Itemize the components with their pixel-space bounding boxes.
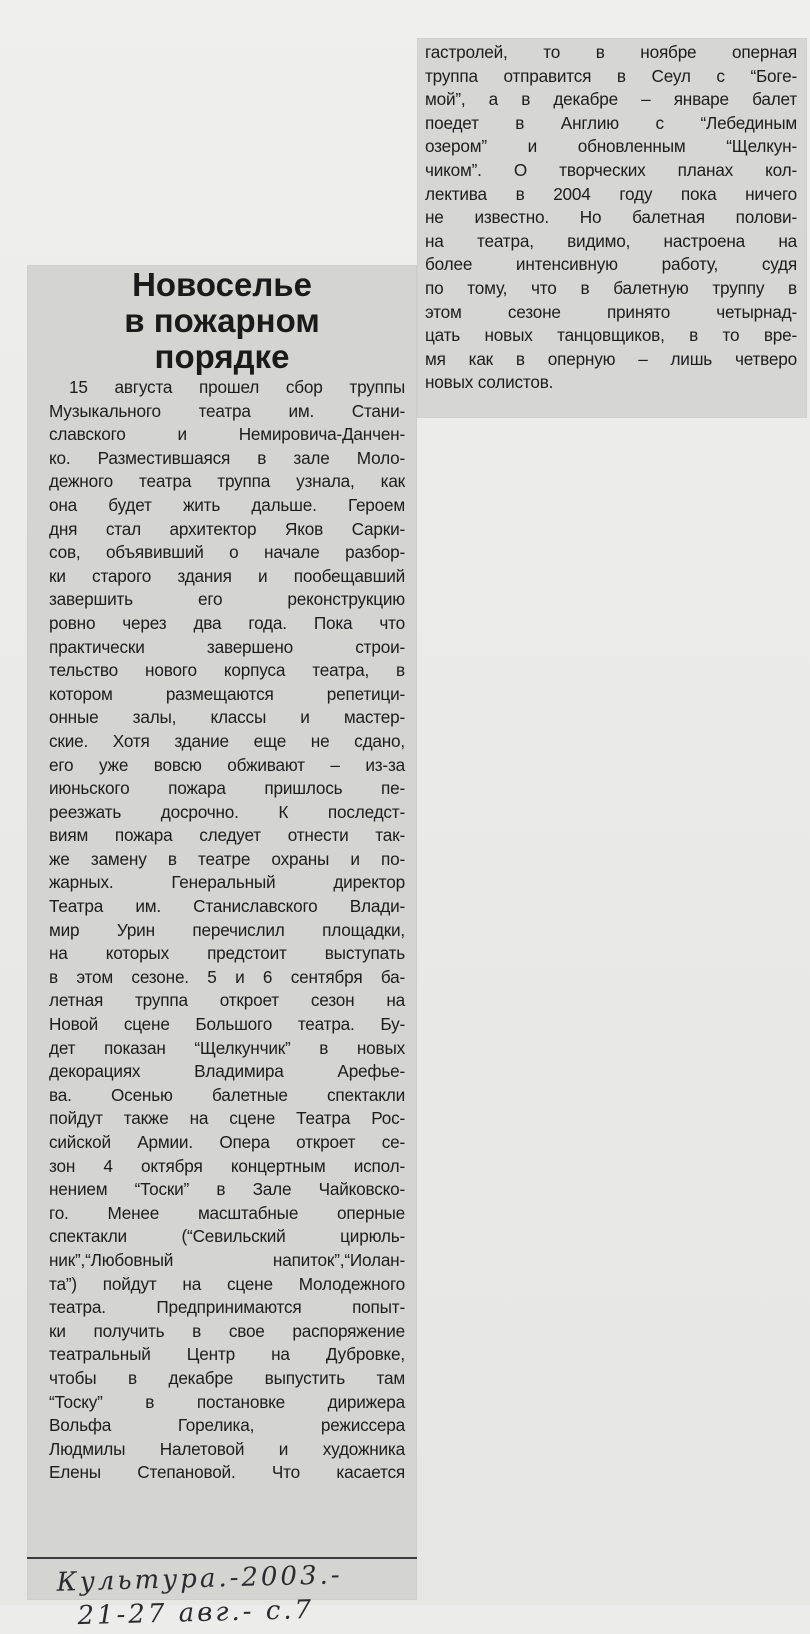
text-line: ко. Разместившаяся в зале Моло- [49, 447, 405, 468]
text-line: Вольфа Горелика, режиссера [49, 1415, 405, 1436]
text-line: на театра, видимо, настроена на [425, 230, 797, 251]
text-line: сов, объявивший о начале разбор- [49, 542, 405, 563]
right-column-text [425, 41, 797, 395]
text-line: не известно. Но балетная полови- [425, 207, 797, 228]
text-line: мир Урин перечислил площадки, [49, 919, 405, 940]
text-line: мой”, а в декабре – январе балет [425, 89, 797, 110]
text-line: жарных. Генеральный директор [49, 872, 405, 893]
text-line: декорациях Владимира Арефье- [49, 1061, 405, 1082]
text-line: дет показан “Щелкунчик” в новых [49, 1037, 405, 1058]
handwritten-line: Культура.-2003.- [56, 1560, 343, 1598]
text-line: спектакли (“Севильский цирюль- [49, 1226, 405, 1247]
text-line: онные залы, классы и мастер- [49, 707, 405, 728]
clipping-right-column [417, 38, 807, 418]
text-line: го. Менее масштабные оперные [49, 1202, 405, 1223]
text-line: нением “Тоски” в Зале Чайковско- [49, 1179, 405, 1200]
text-line: пойдут также на сцене Театра Рос- [49, 1108, 405, 1129]
text-line: ские. Хотя здание еще не сдано, [49, 730, 405, 751]
article-headline [33, 267, 411, 375]
text-line: июньского пожара пришлось пе- [49, 778, 405, 799]
text-line: театральный Центр на Дубровке, [49, 1344, 405, 1365]
text-line: же замену в театре охраны и по- [49, 848, 405, 869]
handwritten-citation [56, 1556, 418, 1633]
text-line: озером” и обновленным “Щелкун- [425, 136, 797, 157]
text-line: виям пожара следует отнести так- [49, 825, 405, 846]
text-line: Новой сцене Большого театра. Бу- [49, 1014, 405, 1035]
handwritten-line: 21-27 авг.- с.7 [77, 1594, 315, 1632]
text-line: по тому, что в балетную труппу в [425, 277, 797, 298]
text-line: его уже вовсю обживают – из-за [49, 754, 405, 775]
text-line: ки получить в свое распоряжение [49, 1320, 405, 1341]
text-line: этом сезоне принято четырнад- [425, 301, 797, 322]
text-line: на которых предстоит выступать [49, 943, 405, 964]
text-line: более интенсивную работу, судя [425, 254, 797, 275]
text-line: дежного театра труппа узнала, как [49, 471, 405, 492]
text-line: дня стал архитектор Яков Сарки- [49, 518, 405, 539]
left-column-text [49, 376, 405, 1485]
text-line: поедет в Англию с “Лебединым [425, 112, 797, 133]
text-line: котором размещаются репетици- [49, 683, 405, 704]
text-line: завершить его реконструкцию [49, 589, 405, 610]
text-line: Людмилы Налетовой и художника [49, 1438, 405, 1459]
text-line: Театра им. Станиславского Влади- [49, 896, 405, 917]
text-line: тельство нового корпуса театра, в [49, 660, 405, 681]
text-line: в этом сезоне. 5 и 6 сентября ба- [49, 966, 405, 987]
text-line: гастролей, то в ноябре оперная [425, 42, 797, 62]
text-line: летная труппа откроет сезон на [49, 990, 405, 1011]
text-line: та”) пойдут на сцене Молодежного [49, 1273, 405, 1294]
headline-line: порядке [154, 338, 290, 375]
text-line: Музыкального театра им. Стани- [49, 400, 405, 421]
text-line: ник”,“Любовный напиток”,“Иолан- [49, 1249, 405, 1270]
text-line: чтобы в декабре выпустить там [49, 1367, 405, 1388]
text-line: 15 августа прошел сбор труппы [69, 377, 405, 397]
text-line: ки старого здания и пообещавший [49, 565, 405, 586]
text-line: мя как в оперную – лишь четверо [425, 348, 797, 369]
text-line: труппа отправится в Сеул с “Боге- [425, 65, 797, 86]
text-line: зон 4 октября концертным испол- [49, 1155, 405, 1176]
text-line: чиком”. О творческих планах кол- [425, 159, 797, 180]
text-line: театра. Предпринимаются попыт- [49, 1297, 405, 1318]
text-line: цать новых танцовщиков, в то вре- [425, 325, 797, 346]
text-line: реезжать досрочно. К последст- [49, 801, 405, 822]
text-line: сийской Армии. Опера откроет се- [49, 1132, 405, 1152]
text-line: лектива в 2004 году пока ничего [425, 183, 797, 204]
text-line: Елены Степановой. Что касается [49, 1462, 405, 1483]
text-line: славского и Немировича-Данчен- [49, 424, 405, 445]
text-line: новых солистов. [425, 372, 554, 393]
headline-line: Новоселье [132, 266, 312, 303]
text-line: ровно через два года. Пока что [49, 612, 405, 633]
text-line: она будет жить дальше. Героем [49, 494, 405, 515]
clipping-left-column [27, 265, 417, 1632]
headline-line: в пожарном [124, 302, 320, 339]
text-line: ва. Осенью балетные спектакли [49, 1084, 405, 1105]
text-line: “Тоску” в постановке дирижера [49, 1391, 405, 1412]
text-line: практически завершено строи- [49, 636, 405, 657]
